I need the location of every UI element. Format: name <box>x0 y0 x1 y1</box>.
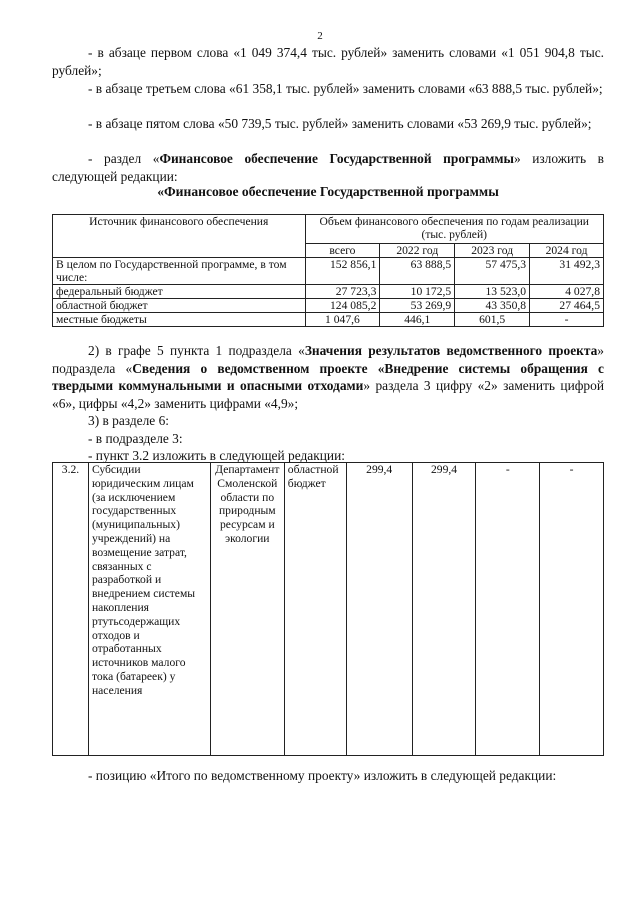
section-para-bold: Финансовое обеспечение Государственной программы <box>159 151 514 166</box>
section-para-pre: - раздел « <box>88 151 160 166</box>
para2-bold-2: Сведения о ведомственном проекте «Внедрение системы обращения с твердыми коммунальными и опасными отходами <box>52 360 604 394</box>
row-2023: - <box>476 463 540 756</box>
cell-2024: 31 492,3 <box>530 258 604 285</box>
point-32-table <box>52 462 604 756</box>
row-number: 3.2. <box>53 463 89 756</box>
amendment-paragraph-1: - в абзаце первом слова «1 049 374,4 тыс. рублей» заменить словами «1 051 904,8 тыс. рублей»; <box>52 45 604 78</box>
cell-2022: 53 269,9 <box>380 299 455 313</box>
cell-2024: 4 027,8 <box>530 285 604 299</box>
cell-total: 27 723,3 <box>305 285 380 299</box>
row-name: В целом по Государственной программе, в том числе: <box>53 258 306 285</box>
cell-2024: 27 464,5 <box>530 299 604 313</box>
cell-2023: 57 475,3 <box>455 258 530 285</box>
cell-total: 1 047,6 <box>305 313 380 327</box>
header-source: Источник финансового обеспечения <box>53 215 306 258</box>
table-header-row <box>53 215 604 244</box>
amendment-section6: 3) в разделе 6: <box>88 413 170 428</box>
amendment-paragraph-3: - в абзаце пятом слова «50 739,5 тыс. рублей» заменить словами «53 269,9 тыс. рублей»; <box>88 116 592 131</box>
row-2024: - <box>540 463 604 756</box>
header-volume: Объем финансового обеспечения по годам реализации (тыс. рублей) <box>305 215 604 244</box>
cell-2022: 446,1 <box>380 313 455 327</box>
cell-2023: 43 350,8 <box>455 299 530 313</box>
para2-text-2: » подраздела « <box>52 343 604 376</box>
para2-bold-1: Значения результатов ведомственного проекта <box>304 343 598 358</box>
row-name: федеральный бюджет <box>53 285 306 299</box>
section-title: «Финансовое обеспечение Государственной программы <box>157 184 499 199</box>
row-total: 299,4 <box>346 463 412 756</box>
para2-text-3: » раздела 3 цифру «2» заменить цифрой «6», цифры «4,2» заменить цифрами «4,9»; <box>52 378 604 411</box>
amendment-paragraph-2: - в абзаце третьем слова «61 358,1 тыс. рублей» заменить словами «63 888,5 тыс. рублей»; <box>88 81 603 96</box>
table-row <box>53 313 604 327</box>
section-para-post: » изложить в следующей редакции: <box>52 151 604 184</box>
row-executor: Департамент Смоленской области по природным ресурсам и экологии <box>210 463 284 756</box>
table-row <box>53 285 604 299</box>
subheader-2023: 2023 год <box>455 244 530 258</box>
para2-text-1: 2) в графе 5 пункта 1 подраздела « <box>88 343 305 358</box>
page-number: 2 <box>317 30 323 42</box>
row-name: местные бюджеты <box>53 313 306 327</box>
cell-2022: 63 888,5 <box>380 258 455 285</box>
table-row <box>53 258 604 285</box>
cell-2023: 601,5 <box>455 313 530 327</box>
cell-2022: 10 172,5 <box>380 285 455 299</box>
amendment-final: - позицию «Итого по ведомственному проекту» изложить в следующей редакции: <box>88 768 557 783</box>
financing-table <box>52 214 604 327</box>
amendment-point32: - пункт 3.2 изложить в следующей редакции: <box>88 448 345 463</box>
row-2022: 299,4 <box>412 463 476 756</box>
table-row <box>53 299 604 313</box>
amendment-subsection3: - в подразделе 3: <box>88 431 183 446</box>
row-name: областной бюджет <box>53 299 306 313</box>
row-description: Субсидии юридическим лицам (за исключением государственных (муниципальных) учреждений) на возмещение затрат, связанных с разработкой и внедрением системы накопления ртутьсодержащих отходов и отработанных источников малого тока (батареек) у населения <box>88 463 210 756</box>
table-row <box>53 463 604 756</box>
subheader-total: всего <box>305 244 380 258</box>
cell-2023: 13 523,0 <box>455 285 530 299</box>
subheader-2024: 2024 год <box>530 244 604 258</box>
cell-total: 124 085,2 <box>305 299 380 313</box>
row-source: областной бюджет <box>284 463 346 756</box>
cell-2024: - <box>530 313 604 327</box>
cell-total: 152 856,1 <box>305 258 380 285</box>
subheader-2022: 2022 год <box>380 244 455 258</box>
section-replace-paragraph <box>52 150 604 185</box>
amendment-paragraph-graph5 <box>52 342 604 412</box>
